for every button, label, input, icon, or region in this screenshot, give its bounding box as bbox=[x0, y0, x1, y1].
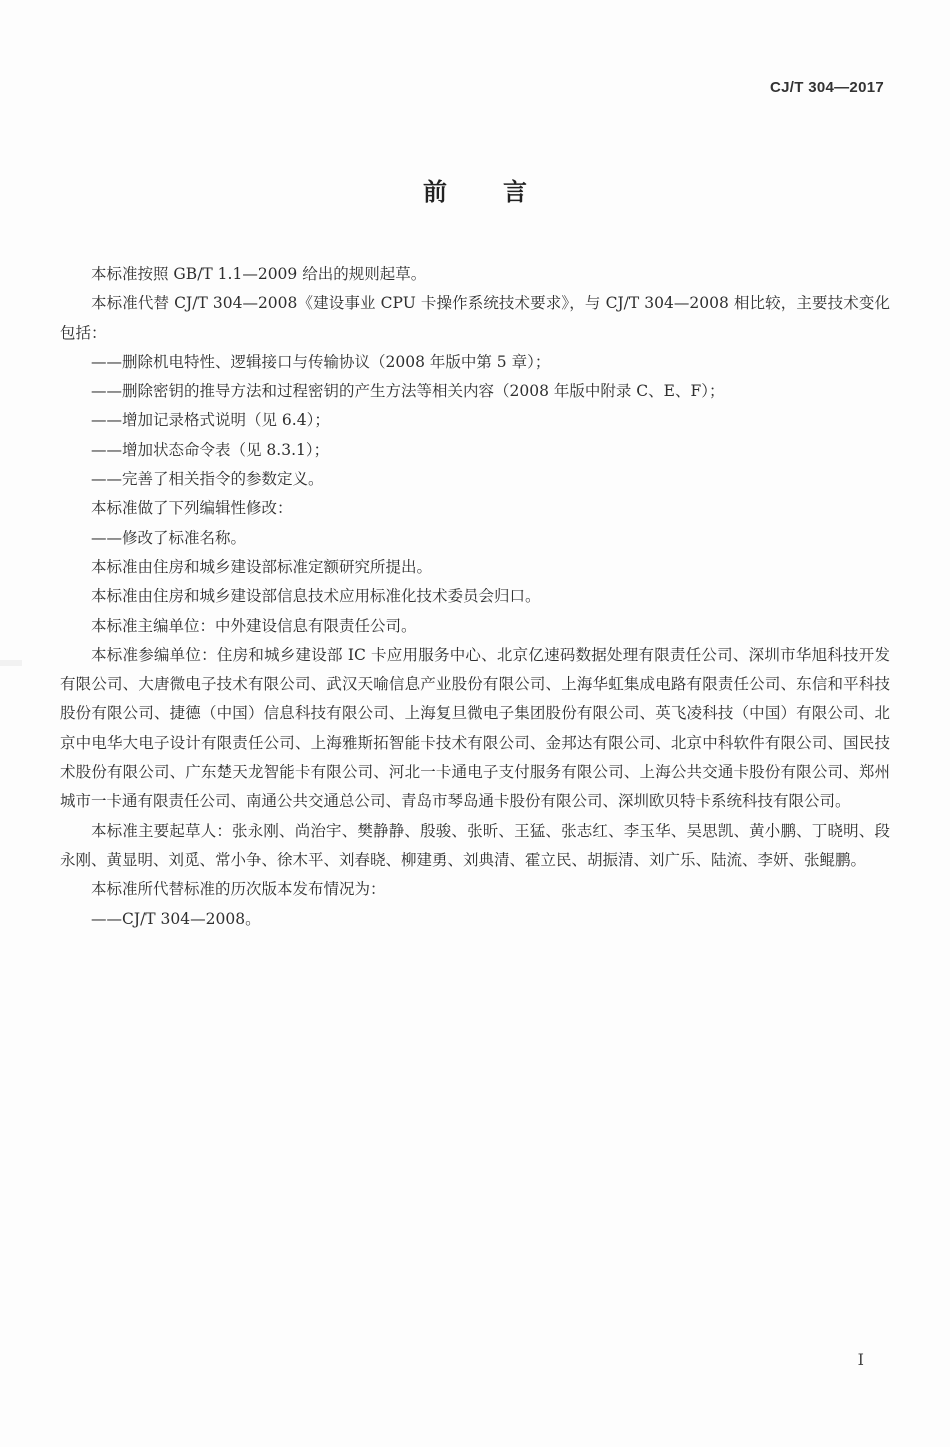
list-item: ——增加记录格式说明（见 6.4）； bbox=[91, 411, 330, 430]
standard-number: CJ/T 304—2017 bbox=[770, 79, 884, 96]
paragraph: 本标准由住房和城乡建设部信息技术应用标准化技术委员会归口。 bbox=[91, 587, 541, 606]
paragraph: 本标准参编单位：住房和城乡建设部 IC 卡应用服务中心、北京亿速码数据处理有限责任公司、深圳市华旭科技开发有限公司、大唐微电子技术有限公司、武汉天喻信息产业股份有限公司、上海华虹集成电路有限责任公司、东信和平科技股份有限公司、捷德（中国）信息科技有限公司、上海复旦微电子集团股份有限公司、英飞凌科技（中国）有限公司、北京中电华大电子设计有限责任公司、上海雅斯拓智能卡技术有限公司、金邦达有限公司、北京中科软件有限公司、国民技术股份有限公司、广东楚天龙智能卡有限公司、河北一卡通电子支付服务有限公司、上海公共交通卡股份有限公司、郑州城市一卡通有限责任公司、南通公共交通总公司、青岛市琴岛通卡股份有限公司、深圳欧贝特卡系统科技有限公司。 bbox=[60, 645, 890, 811]
paragraph: 本标准按照 GB/T 1.1—2009 给出的规则起草。 bbox=[91, 265, 427, 283]
list-item: ——CJ/T 304—2008。 bbox=[91, 909, 261, 928]
paragraph: 本标准主要起草人：张永刚、尚治宇、樊静静、殷骏、张昕、王猛、张志红、李玉华、吴思凯、黄小鹏、丁晓明、段永刚、黄显明、刘觅、常小争、徐木平、刘春晓、柳建勇、刘典清、霍立民、胡振清、刘广乐、陆流、李妍、张鲲鹏。 bbox=[60, 821, 890, 869]
foreword-body bbox=[60, 260, 890, 934]
list-item: ——删除密钥的推导方法和过程密钥的产生方法等相关内容（2008 年版中附录 C、E、F）； bbox=[91, 382, 725, 401]
page-title: 前言 bbox=[423, 178, 583, 206]
scan-artifact bbox=[0, 660, 22, 666]
list-item: ——增加状态命令表（见 8.3.1）； bbox=[91, 440, 330, 459]
list-item: ——完善了相关指令的参数定义。 bbox=[91, 470, 324, 489]
paragraph: 本标准所代替标准的历次版本发布情况为： bbox=[91, 880, 386, 899]
list-item: ——删除机电特性、逻辑接口与传输协议（2008 年版中第 5 章）； bbox=[91, 352, 551, 371]
paragraph: 本标准做了下列编辑性修改： bbox=[91, 499, 293, 518]
paragraph: 本标准代替 CJ/T 304—2008《建设事业 CPU 卡操作系统技术要求》，与 CJ/T 304—2008 相比较，主要技术变化包括： bbox=[60, 294, 890, 342]
paragraph: 本标准由住房和城乡建设部标准定额研究所提出。 bbox=[91, 557, 433, 576]
list-item: ——修改了标准名称。 bbox=[91, 528, 247, 547]
page-number: I bbox=[857, 1350, 864, 1369]
paragraph: 本标准主编单位：中外建设信息有限责任公司。 bbox=[91, 616, 417, 635]
